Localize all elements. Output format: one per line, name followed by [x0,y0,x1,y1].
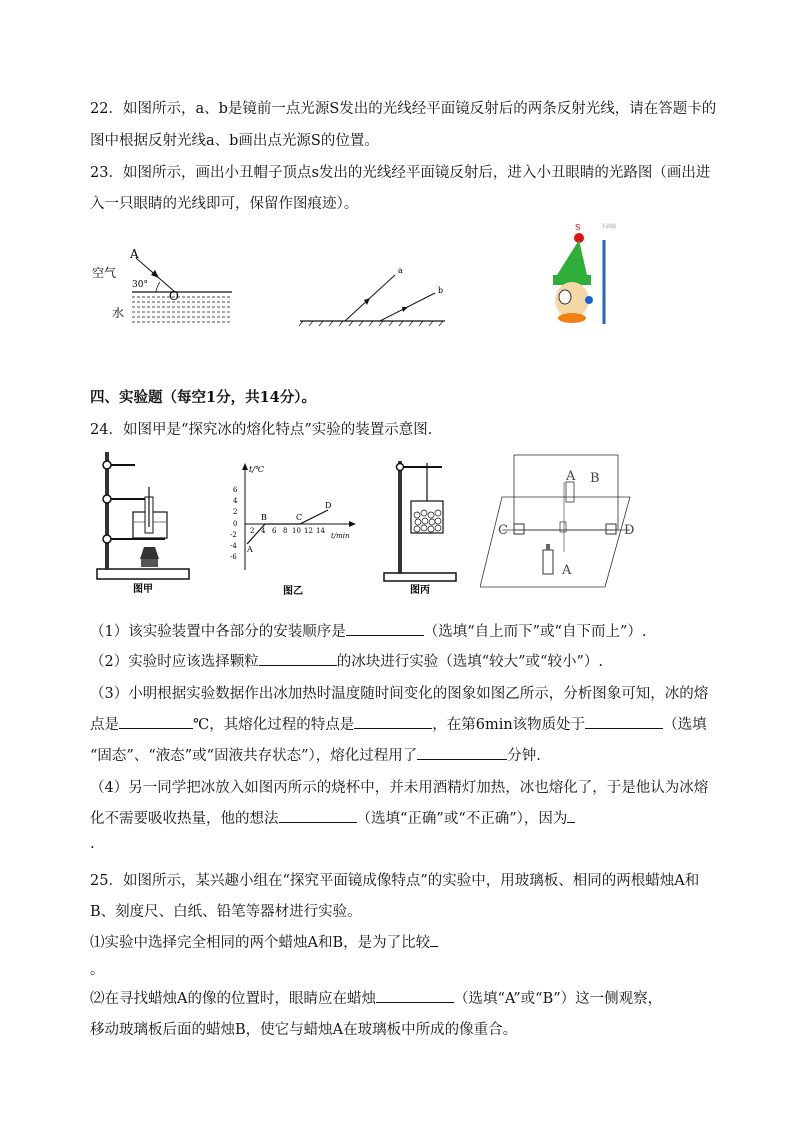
q24-s2 [90,650,715,671]
caption-bing: 图丙 [410,585,430,596]
q24-s2-text: （2）实验时应该选择颗粒 [90,654,259,670]
answer-blank[interactable] [279,808,357,823]
q24-s1-text: （1）该实验装置中各部分的安装顺序是 [90,624,346,640]
answer-blank[interactable] [346,621,424,636]
q25-s1-text: ⑴实验中选择完全相同的两个蜡烛A和B，是为了比较 [90,935,431,951]
ray-label-a: A [130,247,139,261]
point-d: D [325,501,332,510]
mirror-label: 平面镜 [601,224,617,230]
q24-s3-line1: （3）小明根据实验数据作出冰加热时温度随时间变化的图象如图乙所示，分析图象可知，冰的熔 [90,686,709,702]
q23-line1: 23．如图所示，画出小丑帽子顶点s发出的光线经平面镜反射后，进入小丑眼睛的光路图（画出进 [90,165,711,181]
x-tick: 2 [250,527,255,535]
q24-s3-text2: ℃，其熔化过程的特点是 [193,717,355,733]
q25-s2-line1 [90,987,715,1008]
ray-b-label: b [438,286,444,295]
point-c: C [296,513,303,522]
ray-a-label: a [398,266,403,275]
point-a: A [247,545,253,554]
q25-s1-end: 。 [90,962,105,978]
refraction-figure [92,243,242,333]
q23-line2: 入一只眼睛的光线即可，保留作图痕迹）。 [90,196,359,212]
q24-s3-unit: 分钟. [507,748,541,764]
q24-s3-line3 [90,744,715,765]
point-c-label: C [498,523,508,538]
water-label: 水 [112,306,125,320]
section-title: 四、实验题（每空1分，共14分）。 [90,389,317,406]
candle-a-label: A [562,563,572,578]
answer-blank[interactable] [417,745,507,760]
answer-blank[interactable] [376,988,454,1003]
y-tick: 2 [233,508,238,516]
clown-hat [557,240,587,275]
q24-s4-text: 化不需要吸收热量，他的想法 [90,811,279,827]
q24-s3-text: 点是 [90,717,119,733]
q24-s3-text4: （选填 [663,717,707,733]
answer-blank[interactable] [259,651,337,666]
clown-mirror-figure [545,220,625,330]
q22-line1: 22．如图所示，a、b是镜前一点光源S发出的光线经平面镜反射后的两条反射光线，请在答题卡的 [90,101,717,117]
apparatus-bing-figure [380,453,460,598]
q25-s2-hint: （选填“A”或“B”）这一侧观察， [453,991,663,1007]
q24-s1-hint: （选填“自上而下”或“自下而上”）. [423,624,647,640]
caption-yi: 图乙 [283,586,303,597]
q24-s4-end: . [90,836,95,852]
q24-s4-line2 [90,807,715,828]
x-tick: 8 [283,527,288,535]
point-b: B [261,513,267,522]
point-s-label: S [575,223,581,232]
q24-s1 [90,620,715,641]
temp-time-graph [225,458,365,598]
caption-jia: 图甲 [133,584,153,595]
q25-s1 [90,931,715,952]
answer-blank[interactable] [354,714,432,729]
x-tick: 6 [272,527,277,535]
q22-line2: 图中根据反射光线a、b画出点光源S的位置。 [90,133,379,149]
x-tick: 4 [261,527,266,535]
q24-s3-line2 [90,713,715,734]
y-tick: -2 [230,531,237,539]
answer-blank[interactable] [119,714,193,729]
q25-s2-text: ⑵在寻找蜡烛A的像的位置时，眼睛应在蜡烛 [90,991,376,1007]
air-label: 空气 [92,266,117,280]
apparatus-jia-figure [95,447,195,597]
candle-b-label: B [590,471,600,486]
candle-a-image-label: A [566,469,576,484]
q24-s2-hint: 的冰块进行实验（选填“较大”或“较小”）. [336,654,603,670]
graph-y-label: t/℃ [249,465,264,474]
q24-s3-options: “固态”、“液态”或“固液共存状态”），熔化过程用了 [90,748,418,764]
q24-s4-hint: （选填“正确”或“不正确”），因为 [356,811,568,827]
glass-plate-candles-figure [480,452,650,592]
angle-label: 30° [132,280,148,290]
q24-intro: 24．如图甲是“探究冰的熔化特点”实验的装置示意图. [90,422,433,438]
x-tick: 10 [292,527,301,535]
y-tick: -6 [230,553,237,561]
y-tick: -4 [230,542,237,550]
reflected-rays-figure [295,263,455,328]
q25-intro-line1: 25．如图所示，某兴趣小组在“探究平面镜成像特点”的实验中，用玻璃板、相同的两根蜡烛A和 [90,873,700,889]
x-tick: 12 [304,527,313,535]
answer-blank[interactable] [430,932,438,947]
graph-x-label: t/min [331,532,350,540]
x-tick: 14 [316,527,325,535]
y-tick: 6 [233,486,238,494]
y-tick: 0 [233,520,238,528]
q25-intro-line2: B、刻度尺、白纸、铅笔等器材进行实验。 [90,904,362,920]
answer-blank[interactable] [567,808,575,823]
y-tick: 4 [233,497,238,505]
point-d-label: D [624,523,635,538]
point-o-label: O [169,289,179,303]
answer-blank[interactable] [585,714,663,729]
q24-s3-text3: ，在第6min该物质处于 [432,717,586,733]
q24-s4-line1: （4）另一同学把冰放入如图丙所示的烧杯中，并未用酒精灯加热，冰也熔化了，于是他认为冰熔 [90,780,709,796]
q25-s2-line2: 移动玻璃板后面的蜡烛B，使它与蜡烛A在玻璃板中所成的像重合。 [90,1022,518,1038]
